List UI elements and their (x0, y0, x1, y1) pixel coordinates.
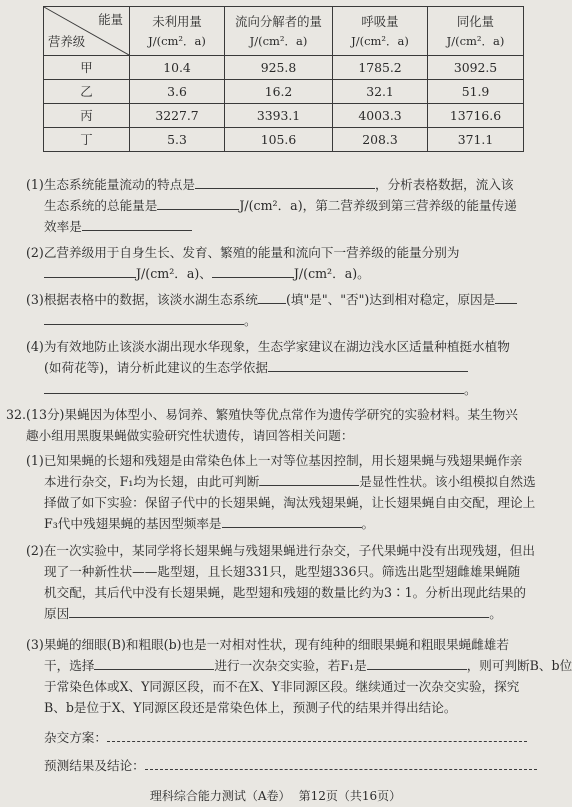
q32-3-line2: 干，选择 进行一次杂交实验，若F₁是 ，则可判断B、b位 (44, 658, 572, 673)
q31-4-line2: (如荷花等)，请分析此建议的生态学依据 (44, 359, 468, 377)
q31-4-line1: (4)为有效地防止该淡水湖出现水华现象，生态学家建议在湖边浅水区适量种植挺水植物 (26, 339, 510, 354)
q31-2-line1: (2)乙营养级用于自身生长、发育、繁殖的能量和流向下一营养级的能量分别为 (26, 245, 460, 260)
table-row (44, 56, 524, 80)
q31-3-line1: (3)根据表格中的数据，该淡水湖生态系统 (填"是"、"否")达到相对稳定，原因是 (26, 291, 517, 309)
value-cell: 3227.7 (130, 104, 225, 128)
energy-table (43, 6, 524, 152)
value-cell: 1785.2 (333, 56, 428, 80)
header-energy-label: 能量 (98, 12, 123, 27)
q32-1-line4: F₃代中残翅果蝇的基因型频率是 。 (44, 516, 375, 531)
table-header-row (44, 7, 524, 56)
value-cell: 16.2 (225, 80, 333, 104)
answer-blank[interactable] (107, 729, 527, 742)
level-cell: 甲 (44, 56, 130, 80)
answer-blank[interactable] (259, 473, 359, 486)
value-cell: 32.1 (333, 80, 428, 104)
answer-blank[interactable] (145, 757, 537, 770)
q32-2-line3: 机交配，其后代中没有长翅果蝇，匙型翅和残翅的数量比约为3∶1。分析出现此结果的 (44, 585, 526, 600)
value-cell: 105.6 (225, 128, 333, 152)
q32-2-line1: (2)在一次实验中，某同学将长翅果蝇与残翅果蝇进行杂交，子代果蝇中没有出现残翅，但出 (26, 543, 535, 558)
q31-1-line3: 效率是 (44, 218, 192, 236)
answer-blank[interactable] (268, 359, 468, 372)
header-level-label: 营养级 (48, 34, 86, 49)
q32-1-line1: (1)已知果蝇的长翅和残翅是由常染色体上一对等位基因控制，用长翅果蝇与残翅果蝇作亲 (26, 453, 523, 468)
answer-blank[interactable] (157, 197, 239, 210)
q31-3-line2: 。 (44, 312, 257, 330)
q32-scheme-line: 杂交方案： (44, 729, 527, 747)
exam-title: 理科综合能力测试（A卷） (149, 789, 291, 803)
column-header: 未利用量 J/(cm²．a) (130, 7, 225, 56)
value-cell: 3393.1 (225, 104, 333, 128)
answer-blank[interactable] (44, 381, 464, 394)
column-header: 流向分解者的量 J/(cm²．a) (225, 7, 333, 56)
answer-blank[interactable] (367, 657, 467, 670)
table-row (44, 80, 524, 104)
answer-blank[interactable] (94, 657, 214, 670)
answer-blank[interactable] (69, 605, 489, 618)
answer-blank[interactable] (44, 265, 136, 278)
table-row (44, 128, 524, 152)
column-header: 呼吸量 J/(cm²．a) (333, 7, 428, 56)
answer-blank[interactable] (195, 176, 375, 189)
value-cell: 13716.6 (428, 104, 524, 128)
value-cell: 5.3 (130, 128, 225, 152)
value-cell: 371.1 (428, 128, 524, 152)
value-cell: 4003.3 (333, 104, 428, 128)
q32-intro-line2: 趣小组用黑腹果蝇做实验研究性状遗传，请回答相关问题： (26, 428, 354, 443)
diagonal-header-cell (44, 7, 130, 56)
value-cell: 51.9 (428, 80, 524, 104)
q32-result-line: 预测结果及结论： (44, 757, 537, 775)
q32-1-line2: 本进行杂交，F₁均为长翅，由此可判断 是显性性状。该小组模拟自然选 (44, 474, 536, 489)
value-cell: 3092.5 (428, 56, 524, 80)
answer-blank[interactable] (495, 291, 517, 304)
q31-1-line1: (1)生态系统能量流动的特点是 ，分析表格数据，流入该 (26, 177, 514, 192)
q31-2-line2: J/(cm²．a)、 J/(cm²．a)。 (44, 265, 370, 283)
q32-1-line3: 择做了如下实验：保留子代中的长翅果蝇，淘汰残翅果蝇，让长翅果蝇自由交配，理论上 (44, 495, 536, 510)
answer-blank[interactable] (222, 515, 362, 528)
q31-4-line3: 。 (44, 381, 477, 399)
q32-intro-line1: 32.(13分)果蝇因为体型小、易饲养、繁殖快等优点常作为遗传学研究的实验材料。某生物兴 (6, 407, 518, 422)
answer-blank[interactable] (258, 291, 286, 304)
answer-blank[interactable] (82, 218, 192, 231)
q32-3-line3: 于常染色体或X、Y同源区段，而不在X、Y非同源区段。继续通过一次杂交实验，探究 (44, 679, 520, 694)
q32-3-line4: B、b是位于X、Y同源区段还是常染色体上，预测子代的结果并得出结论。 (44, 700, 457, 715)
level-cell: 乙 (44, 80, 130, 104)
column-header: 同化量 J/(cm²．a) (428, 7, 524, 56)
answer-blank[interactable] (212, 265, 294, 278)
table-row (44, 104, 524, 128)
q32-2-line2: 现了一种新性状——匙型翅，且长翅331只，匙型翅336只。筛选出匙型翅雌雄果蝇随 (44, 564, 521, 579)
value-cell: 10.4 (130, 56, 225, 80)
page-footer (0, 787, 551, 804)
answer-blank[interactable] (44, 312, 244, 325)
q31-1-line2: 生态系统的总能量是 J/(cm²．a)，第二营养级到第三营养级的能量传递 (44, 198, 517, 213)
q32-2-line4: 原因 。 (44, 606, 502, 621)
page-number: 第12页（共16页） (298, 789, 402, 803)
value-cell: 208.3 (333, 128, 428, 152)
level-cell: 丁 (44, 128, 130, 152)
q32-3-line1: (3)果蝇的细眼(B)和粗眼(b)也是一对相对性状，现有纯种的细眼果蝇和粗眼果蝇雌雄若 (26, 637, 509, 652)
value-cell: 925.8 (225, 56, 333, 80)
value-cell: 3.6 (130, 80, 225, 104)
level-cell: 丙 (44, 104, 130, 128)
